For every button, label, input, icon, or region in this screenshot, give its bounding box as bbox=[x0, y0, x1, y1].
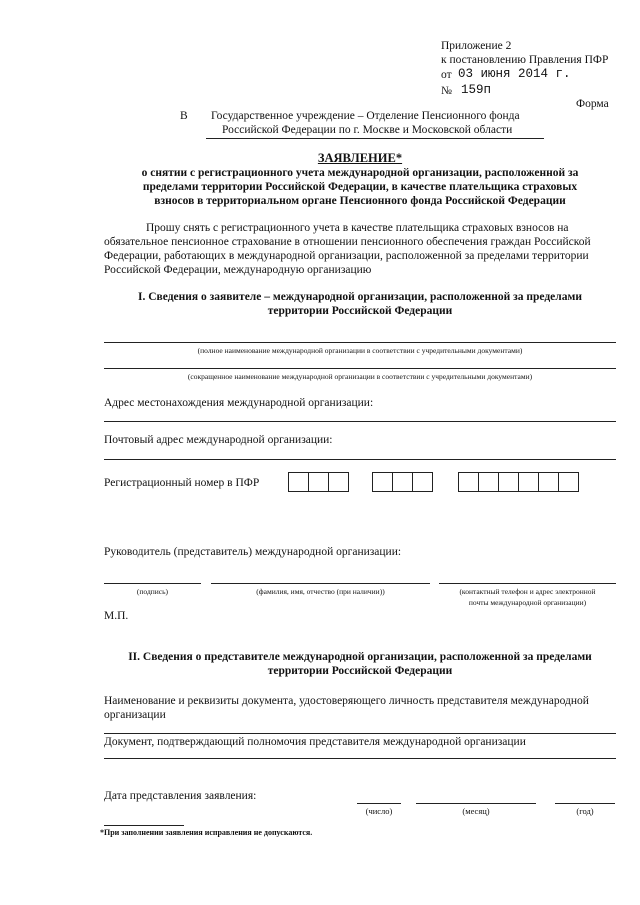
month-caption: (месяц) bbox=[462, 806, 490, 816]
submission-year-field[interactable] bbox=[555, 803, 615, 804]
reg-number-group1[interactable] bbox=[288, 472, 349, 492]
year-caption: (год) bbox=[576, 806, 594, 816]
number-prefix: № bbox=[441, 85, 452, 97]
section2-title-line2: территории Российской Федерации bbox=[267, 665, 453, 677]
contact-caption-line2: почты международной организации) bbox=[468, 598, 587, 607]
date-prefix: от bbox=[441, 69, 452, 81]
reg-number-cell[interactable] bbox=[518, 472, 539, 492]
signature-caption: (подпись) bbox=[136, 587, 169, 596]
reg-number-cell[interactable] bbox=[372, 472, 393, 492]
reg-number-cell[interactable] bbox=[328, 472, 349, 492]
section2-title-line1: II. Сведения о представителе международной организации, расположенной за пределами bbox=[128, 651, 592, 663]
addressee-prefix: В bbox=[180, 110, 188, 122]
location-address-label: Адрес местонахождения международной организации: bbox=[104, 397, 374, 409]
reg-number-cell[interactable] bbox=[458, 472, 479, 492]
section1-title-line2: территории Российской Федерации bbox=[267, 305, 453, 317]
reg-number-label: Регистрационный номер в ПФР bbox=[104, 477, 260, 489]
contact-caption-line1: (контактный телефон и адрес электронной bbox=[459, 587, 596, 596]
section1-title-line1: I. Сведения о заявителе – международной организации, расположенной за пределами bbox=[138, 291, 582, 303]
document-subtitle-line3: взносов в территориальном органе Пенсионного фонда Российской Федерации bbox=[154, 195, 566, 207]
identity-doc-label-line1: Наименование и реквизиты документа, удостоверяющего личность представителя международной bbox=[104, 695, 589, 707]
fio-field[interactable] bbox=[211, 583, 430, 584]
reg-number-cell[interactable] bbox=[392, 472, 413, 492]
day-caption: (число) bbox=[365, 806, 393, 816]
reg-number-cell[interactable] bbox=[308, 472, 329, 492]
postal-address-label: Почтовый адрес международной организации: bbox=[104, 434, 333, 446]
addressee-underline bbox=[206, 138, 544, 139]
resolution-number: 159п bbox=[461, 83, 492, 97]
identity-doc-field[interactable] bbox=[104, 733, 616, 734]
postal-address-field[interactable] bbox=[104, 459, 616, 460]
reg-number-group2[interactable] bbox=[372, 472, 433, 492]
full-name-caption: (полное наименование международной организации в соответствии с учредительными документами) bbox=[197, 346, 523, 355]
form-label: Форма bbox=[576, 98, 609, 110]
reg-number-cell[interactable] bbox=[538, 472, 559, 492]
reg-number-group3[interactable] bbox=[458, 472, 579, 492]
authority-doc-field[interactable] bbox=[104, 758, 616, 759]
document-title: ЗАЯВЛЕНИЕ* bbox=[317, 151, 403, 165]
addressee-line2: Российской Федерации по г. Москве и Московской области bbox=[222, 124, 513, 136]
footnote: *При заполнении заявления исправления не допускаются. bbox=[100, 828, 313, 837]
appendix-label: Приложение 2 bbox=[441, 40, 512, 52]
intro-line2: обязательное пенсионное страхование в отношении пенсионного обеспечения граждан Российской bbox=[104, 236, 591, 248]
identity-doc-label-line2: организации bbox=[104, 709, 166, 721]
authority-doc-label: Документ, подтверждающий полномочия представителя международной организации bbox=[104, 736, 526, 748]
reg-number-cell[interactable] bbox=[558, 472, 579, 492]
full-name-field[interactable] bbox=[104, 342, 616, 343]
document-subtitle-line1: о снятии с регистрационного учета международной организации, расположенной за bbox=[141, 167, 579, 179]
intro-line3: Федерации, работающих в международной организации, расположенной за пределами территории bbox=[104, 250, 589, 262]
intro-line4: Российской Федерации, международную организацию bbox=[104, 264, 372, 276]
submission-day-field[interactable] bbox=[357, 803, 401, 804]
contact-field[interactable] bbox=[439, 583, 616, 584]
reg-number-cell[interactable] bbox=[288, 472, 309, 492]
submission-date-label: Дата представления заявления: bbox=[104, 790, 257, 802]
short-name-caption: (сокращенное наименование международной организации в соответствии с учредительными документами) bbox=[187, 372, 533, 381]
resolution-date: 03 июня 2014 г. bbox=[458, 67, 571, 81]
reg-number-cell[interactable] bbox=[412, 472, 433, 492]
reg-number-cell[interactable] bbox=[478, 472, 499, 492]
addressee-line1: Государственное учреждение – Отделение Пенсионного фонда bbox=[211, 110, 520, 122]
location-address-field[interactable] bbox=[104, 421, 616, 422]
submission-month-field[interactable] bbox=[416, 803, 536, 804]
stamp-label: М.П. bbox=[104, 610, 129, 622]
resolution-label: к постановлению Правления ПФР bbox=[441, 54, 609, 66]
reg-number-cell[interactable] bbox=[498, 472, 519, 492]
intro-line1: Прошу снять с регистрационного учета в качестве плательщика страховых взносов на bbox=[146, 222, 569, 234]
head-label: Руководитель (представитель) международной организации: bbox=[104, 546, 402, 558]
fio-caption: (фамилия, имя, отчество (при наличии)) bbox=[256, 587, 385, 596]
document-subtitle-line2: пределами территории Российской Федерации, в качестве плательщика страховых bbox=[142, 181, 578, 193]
signature-field[interactable] bbox=[104, 583, 201, 584]
footnote-separator bbox=[104, 825, 184, 826]
short-name-field[interactable] bbox=[104, 368, 616, 369]
